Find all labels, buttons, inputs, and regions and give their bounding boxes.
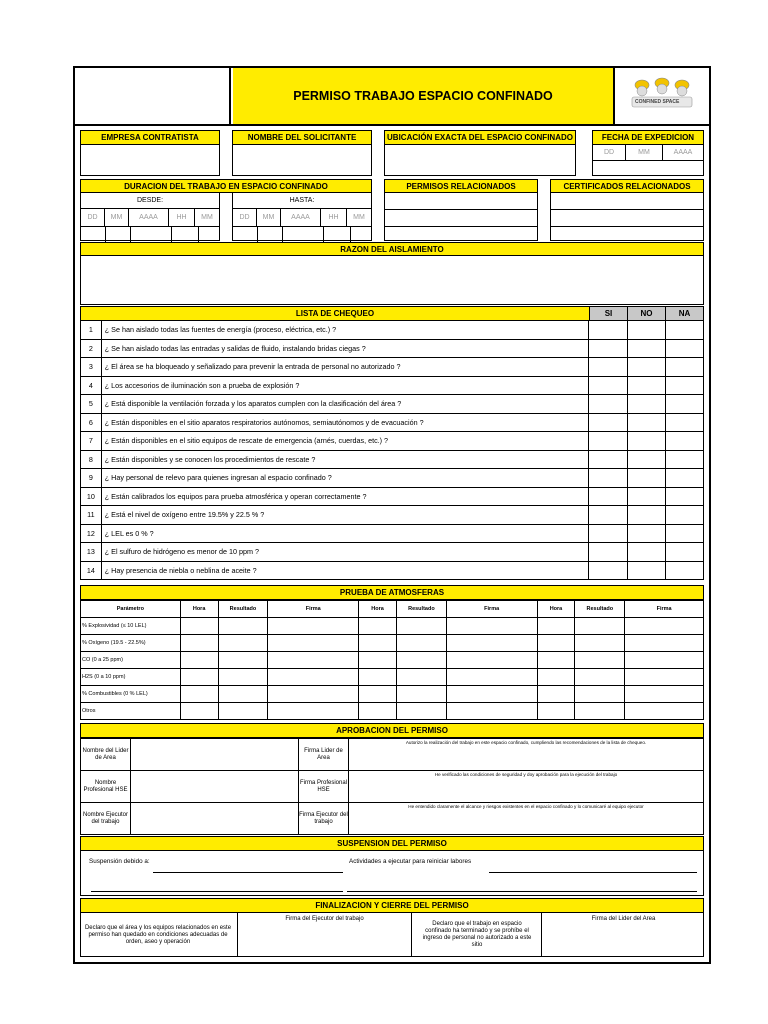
firma-lider-box[interactable] xyxy=(541,913,705,956)
razon-header: RAZON DEL AISLAMIENTO xyxy=(80,242,704,256)
atm-cell[interactable] xyxy=(268,669,359,685)
checkbox-si[interactable] xyxy=(589,432,628,450)
atm-parametro: % Explosividad (≤ 10 LEL) xyxy=(81,618,181,634)
aprobacion-firma-field[interactable] xyxy=(349,739,703,770)
atm-row xyxy=(80,703,704,720)
aprobacion-firma-label: Firma Lider de Area xyxy=(299,739,349,770)
suspension-box xyxy=(80,850,704,896)
checklist-question: ¿ Se han aislado todas las fuentes de energía (proceso, eléctrica, etc.) ? xyxy=(102,321,590,339)
checklist-question: ¿ Están disponibles en el sitio equipos de rescate de emergencia (arnés, cuerdas, etc.) ? xyxy=(102,432,590,450)
desde-min[interactable]: MM xyxy=(201,214,213,221)
checklist-row xyxy=(80,488,704,507)
checklist-row xyxy=(80,340,704,359)
atm-cell[interactable] xyxy=(447,635,538,651)
checklist-question: ¿ Se han aislado todas las entradas y salidas de fluido, instalando bridas ciegas ? xyxy=(102,340,590,358)
aprobacion-statement: He verificado las condiciones de seguridad y doy aprobación para la ejecución del trabajo xyxy=(434,772,618,777)
cierre-declaracion-1: Declaro que el área y los equipos relacionados en este permiso han quedado en condiciones adecuadas de orden, aseo y operación xyxy=(84,924,232,945)
checkbox-no[interactable] xyxy=(628,525,667,543)
desde-aaaa[interactable]: AAAA xyxy=(129,209,169,226)
atm-cell[interactable] xyxy=(538,669,576,685)
atm-col-header: Hora xyxy=(538,601,576,617)
checkbox-no[interactable] xyxy=(628,469,667,487)
aprobacion-statement: Autorizo la realización del trabajo en este espacio confinado, cumpliendo las recomendaciones de la lista de chequeo. xyxy=(405,740,647,745)
checklist-number: 1 xyxy=(81,321,102,339)
atm-cell[interactable] xyxy=(447,703,538,719)
suspension-actividades-label: Actividades a ejecutar para reiniciar labores xyxy=(349,858,472,865)
cierre-header: FINALIZACION Y CIERRE DEL PERMISO xyxy=(80,898,704,913)
checkbox-si[interactable] xyxy=(589,488,628,506)
checkbox-na[interactable] xyxy=(666,543,703,561)
aprobacion-nombre-label: Nombre Profesional HSE xyxy=(81,771,131,802)
atm-cell[interactable] xyxy=(219,618,269,634)
logo-text: CONFINED SPACE xyxy=(635,99,680,105)
empresa-field[interactable] xyxy=(80,144,220,176)
razon-field[interactable] xyxy=(80,255,704,305)
debido-line-2[interactable] xyxy=(91,891,343,892)
checkbox-si[interactable] xyxy=(589,340,628,358)
atm-cell[interactable] xyxy=(268,686,359,702)
checklist-row xyxy=(80,469,704,488)
aprobacion-nombre-label: Nombre del Lider de Area xyxy=(81,739,131,770)
checklist-row xyxy=(80,525,704,544)
atm-cell[interactable] xyxy=(447,652,538,668)
atm-cell[interactable] xyxy=(447,686,538,702)
checkbox-si[interactable] xyxy=(589,414,628,432)
firma-ejecutor-label: Firma del Ejecutor del trabajo xyxy=(285,916,364,922)
atm-col-header: Parámetro xyxy=(81,601,181,617)
hasta-aaaa[interactable]: AAAA xyxy=(281,209,321,226)
atm-col-header: Resultado xyxy=(575,601,625,617)
atm-cell[interactable] xyxy=(268,652,359,668)
fecha-mm[interactable]: MM xyxy=(626,145,663,160)
atm-cell[interactable] xyxy=(625,669,703,685)
checklist-number: 2 xyxy=(81,340,102,358)
checkbox-no[interactable] xyxy=(628,562,667,580)
atm-cell[interactable] xyxy=(538,686,576,702)
checkbox-na[interactable] xyxy=(666,488,703,506)
aprobacion-nombre-field[interactable] xyxy=(131,803,299,834)
page-title: PERMISO TRABAJO ESPACIO CONFINADO xyxy=(233,68,613,124)
hasta-dd[interactable]: DD xyxy=(233,209,257,226)
col-na: NA xyxy=(665,306,704,321)
checkbox-na[interactable] xyxy=(666,562,703,580)
permisos-field[interactable] xyxy=(384,192,538,241)
checklist-question: ¿ Los accesorios de iluminación son a prueba de explosión ? xyxy=(102,377,590,395)
checkbox-si[interactable] xyxy=(589,377,628,395)
checklist-row xyxy=(80,562,704,581)
checklist-number: 12 xyxy=(81,525,102,543)
atm-row xyxy=(80,686,704,703)
certificados-field[interactable] xyxy=(550,192,704,241)
atm-parametro: % Combustibles (0 % LEL) xyxy=(81,686,181,702)
atm-cell[interactable] xyxy=(181,652,219,668)
checkbox-na[interactable] xyxy=(666,358,703,376)
atm-cell[interactable] xyxy=(397,652,447,668)
atm-col-header: Hora xyxy=(359,601,397,617)
desde-label: DESDE: xyxy=(81,193,219,209)
aprobacion-row xyxy=(80,738,704,771)
atm-cell[interactable] xyxy=(447,618,538,634)
atm-cell[interactable] xyxy=(575,652,625,668)
aprobacion-row xyxy=(80,770,704,803)
atm-cell[interactable] xyxy=(575,669,625,685)
fecha-aaaa[interactable]: AAAA xyxy=(673,149,693,156)
atmosferas-columns xyxy=(80,600,704,618)
empresa-header: EMPRESA CONTRATISTA xyxy=(80,130,220,145)
checkbox-si[interactable] xyxy=(589,506,628,524)
atm-cell[interactable] xyxy=(397,669,447,685)
col-no: NO xyxy=(627,306,666,321)
checkbox-na[interactable] xyxy=(666,469,703,487)
atm-cell[interactable] xyxy=(181,669,219,685)
atm-cell[interactable] xyxy=(575,635,625,651)
atm-row xyxy=(80,652,704,669)
atm-cell[interactable] xyxy=(397,703,447,719)
atm-parametro: Otros xyxy=(81,703,181,719)
atm-row xyxy=(80,618,704,635)
atm-cell[interactable] xyxy=(447,669,538,685)
checkbox-si[interactable] xyxy=(589,562,628,580)
duracion-header: DURACION DEL TRABAJO EN ESPACIO CONFINADO xyxy=(80,179,372,193)
atm-cell[interactable] xyxy=(575,618,625,634)
fecha-field[interactable] xyxy=(592,144,704,176)
checklist-number: 5 xyxy=(81,395,102,413)
permisos-header: PERMISOS RELACIONADOS xyxy=(384,179,538,193)
checklist-question: ¿ El sulfuro de hidrógeno es menor de 10 ppm ? xyxy=(102,543,590,561)
atm-cell[interactable] xyxy=(219,703,269,719)
checklist-row xyxy=(80,432,704,451)
aprobacion-firma-label: Firma Ejecutor del trabajo xyxy=(299,803,349,834)
firma-lider-label: Firma del Lider del Area xyxy=(591,916,656,922)
checklist-question: ¿ Está disponible la ventilación forzada y los aparatos cumplen con la clasificación del área ? xyxy=(102,395,590,413)
aprobacion-firma-label: Firma Profesional HSE xyxy=(299,771,349,802)
aprobacion-firma-field[interactable] xyxy=(349,803,703,834)
atm-cell[interactable] xyxy=(359,703,397,719)
atm-cell[interactable] xyxy=(625,652,703,668)
checklist-row xyxy=(80,377,704,396)
aprobacion-statement: He entendido claramente el alcance y riesgos existentes en el espacio confinado y lo comunicaré al equipo ejecutor xyxy=(408,804,644,809)
checkbox-no[interactable] xyxy=(628,358,667,376)
atm-cell[interactable] xyxy=(181,686,219,702)
checklist-row xyxy=(80,358,704,377)
suspension-debido-label: Suspensión debido a: xyxy=(89,858,150,865)
checklist-number: 8 xyxy=(81,451,102,469)
atm-cell[interactable] xyxy=(625,703,703,719)
checkbox-si[interactable] xyxy=(589,469,628,487)
aprobacion-nombre-field[interactable] xyxy=(131,771,299,802)
checkbox-na[interactable] xyxy=(666,395,703,413)
atm-cell[interactable] xyxy=(397,635,447,651)
ubicacion-field[interactable] xyxy=(384,144,576,176)
logo-left-blank xyxy=(75,68,231,124)
aprobacion-firma-field[interactable] xyxy=(349,771,703,802)
desde-box xyxy=(80,192,220,241)
atmosferas-header: PRUEBA DE ATMOSFERAS xyxy=(80,585,704,600)
atm-row xyxy=(80,669,704,686)
checklist-question: ¿ Hay personal de relevo para quienes ingresan al espacio confinado ? xyxy=(102,469,590,487)
atm-cell[interactable] xyxy=(359,669,397,685)
atm-cell[interactable] xyxy=(219,635,269,651)
atm-cell[interactable] xyxy=(575,703,625,719)
atm-cell[interactable] xyxy=(219,669,269,685)
checkbox-si[interactable] xyxy=(589,395,628,413)
checklist-header: LISTA DE CHEQUEO xyxy=(80,306,590,321)
checkbox-na[interactable] xyxy=(666,321,703,339)
checklist-number: 10 xyxy=(81,488,102,506)
solicitante-field[interactable] xyxy=(232,144,372,176)
atm-cell[interactable] xyxy=(219,652,269,668)
checklist-number: 7 xyxy=(81,432,102,450)
checklist-number: 6 xyxy=(81,414,102,432)
atm-parametro: % Oxígeno (19.5 - 22.5%) xyxy=(81,635,181,651)
hasta-hh[interactable]: HH xyxy=(321,209,347,226)
checklist-question: ¿ Están calibrados los equipos para prueba atmosférica y operan correctamente ? xyxy=(102,488,590,506)
checklist-row xyxy=(80,395,704,414)
checkbox-no[interactable] xyxy=(628,543,667,561)
checkbox-na[interactable] xyxy=(666,432,703,450)
aprobacion-nombre-label: Nombre Ejecutor del trabajo xyxy=(81,803,131,834)
suspension-header: SUSPENSION DEL PERMISO xyxy=(80,836,704,851)
checkbox-si[interactable] xyxy=(589,543,628,561)
checkbox-na[interactable] xyxy=(666,414,703,432)
atm-cell[interactable] xyxy=(625,635,703,651)
firma-ejecutor-box[interactable] xyxy=(237,913,412,956)
title-row xyxy=(75,68,709,126)
checklist-question: ¿ Está el nivel de oxígeno entre 19.5% y 22.5 % ? xyxy=(102,506,590,524)
checklist-number: 14 xyxy=(81,562,102,580)
checkbox-no[interactable] xyxy=(628,451,667,469)
atm-cell[interactable] xyxy=(397,686,447,702)
checkbox-no[interactable] xyxy=(628,340,667,358)
hasta-min[interactable]: MM xyxy=(353,214,365,221)
certificados-header: CERTIFICADOS RELACIONADOS xyxy=(550,179,704,193)
checklist-number: 3 xyxy=(81,358,102,376)
checkbox-na[interactable] xyxy=(666,451,703,469)
debido-line-1[interactable] xyxy=(153,872,343,873)
atm-cell[interactable] xyxy=(268,703,359,719)
actividades-line-1[interactable] xyxy=(489,872,697,873)
checkbox-no[interactable] xyxy=(628,414,667,432)
checklist-question: ¿ Están disponibles y se conocen los procedimientos de rescate ? xyxy=(102,451,590,469)
atm-cell[interactable] xyxy=(575,686,625,702)
atm-col-header: Resultado xyxy=(397,601,447,617)
atm-cell[interactable] xyxy=(181,635,219,651)
checklist-question: ¿ Hay presencia de niebla o neblina de aceite ? xyxy=(102,562,590,580)
aprobacion-row xyxy=(80,802,704,835)
checklist-row xyxy=(80,414,704,433)
atm-col-header: Firma xyxy=(268,601,359,617)
atm-col-header: Firma xyxy=(447,601,538,617)
hasta-label: HASTA: xyxy=(233,193,371,209)
fecha-dd[interactable]: DD xyxy=(593,145,626,160)
actividades-line-2[interactable] xyxy=(347,891,697,892)
checkbox-na[interactable] xyxy=(666,340,703,358)
atm-parametro: H2S (0 a 10 ppm) xyxy=(81,669,181,685)
aprobacion-header: APROBACION DEL PERMISO xyxy=(80,723,704,738)
cierre-declaracion-2: Declaro que el trabajo en espacio confinado ha terminado y se prohíbe el ingreso de personal no autorizado a este sitio xyxy=(422,921,532,948)
logo-box xyxy=(613,68,709,124)
ubicacion-header: UBICACIÓN EXACTA DEL ESPACIO CONFINADO xyxy=(384,130,576,145)
checklist-row xyxy=(80,506,704,525)
atm-cell[interactable] xyxy=(359,686,397,702)
hasta-mm[interactable]: MM xyxy=(257,209,281,226)
atm-cell[interactable] xyxy=(359,652,397,668)
checklist-row xyxy=(80,451,704,470)
checkbox-na[interactable] xyxy=(666,525,703,543)
atm-cell[interactable] xyxy=(181,703,219,719)
atm-row xyxy=(80,635,704,652)
atm-cell[interactable] xyxy=(538,652,576,668)
desde-mm[interactable]: MM xyxy=(105,209,129,226)
col-si: SI xyxy=(589,306,628,321)
checklist-row xyxy=(80,321,704,340)
checkbox-si[interactable] xyxy=(589,321,628,339)
checklist-number: 13 xyxy=(81,543,102,561)
atm-cell[interactable] xyxy=(397,618,447,634)
checklist-number: 9 xyxy=(81,469,102,487)
desde-hh[interactable]: HH xyxy=(169,209,195,226)
checklist-question: ¿ LEL es 0 % ? xyxy=(102,525,590,543)
atm-cell[interactable] xyxy=(625,618,703,634)
atm-cell[interactable] xyxy=(625,686,703,702)
atm-cell[interactable] xyxy=(538,703,576,719)
checkbox-si[interactable] xyxy=(589,451,628,469)
checkbox-si[interactable] xyxy=(589,358,628,376)
checklist-row xyxy=(80,543,704,562)
checkbox-si[interactable] xyxy=(589,525,628,543)
atm-cell[interactable] xyxy=(538,618,576,634)
checkbox-no[interactable] xyxy=(628,506,667,524)
checklist-number: 11 xyxy=(81,506,102,524)
checkbox-na[interactable] xyxy=(666,506,703,524)
atm-cell[interactable] xyxy=(181,618,219,634)
atm-cell[interactable] xyxy=(359,635,397,651)
atm-cell[interactable] xyxy=(538,635,576,651)
checkbox-no[interactable] xyxy=(628,395,667,413)
atm-col-header: Resultado xyxy=(219,601,269,617)
checklist-number: 4 xyxy=(81,377,102,395)
checklist-question: ¿ El área se ha bloqueado y señalizado para prevenir la entrada de personal no autorizado ? xyxy=(102,358,590,376)
checkbox-na[interactable] xyxy=(666,377,703,395)
checklist-question: ¿ Están disponibles en el sitio aparatos respiratorios autónomos, semiautónomos y de evacuación ? xyxy=(102,414,590,432)
solicitante-header: NOMBRE DEL SOLICITANTE xyxy=(232,130,372,145)
hasta-box xyxy=(232,192,372,241)
desde-dd[interactable]: DD xyxy=(81,209,105,226)
cierre-box xyxy=(80,912,704,957)
atm-cell[interactable] xyxy=(268,635,359,651)
atm-col-header: Firma xyxy=(656,606,672,612)
atm-parametro: CO (0 a 25 ppm) xyxy=(81,652,181,668)
checkbox-no[interactable] xyxy=(628,321,667,339)
atm-cell[interactable] xyxy=(219,686,269,702)
atm-cell[interactable] xyxy=(268,618,359,634)
logo-icon xyxy=(622,73,702,119)
checkbox-no[interactable] xyxy=(628,432,667,450)
checkbox-no[interactable] xyxy=(628,377,667,395)
aprobacion-nombre-field[interactable] xyxy=(131,739,299,770)
fecha-header: FECHA DE EXPEDICION xyxy=(592,130,704,145)
checkbox-no[interactable] xyxy=(628,488,667,506)
atm-col-header: Hora xyxy=(181,601,219,617)
atm-cell[interactable] xyxy=(359,618,397,634)
